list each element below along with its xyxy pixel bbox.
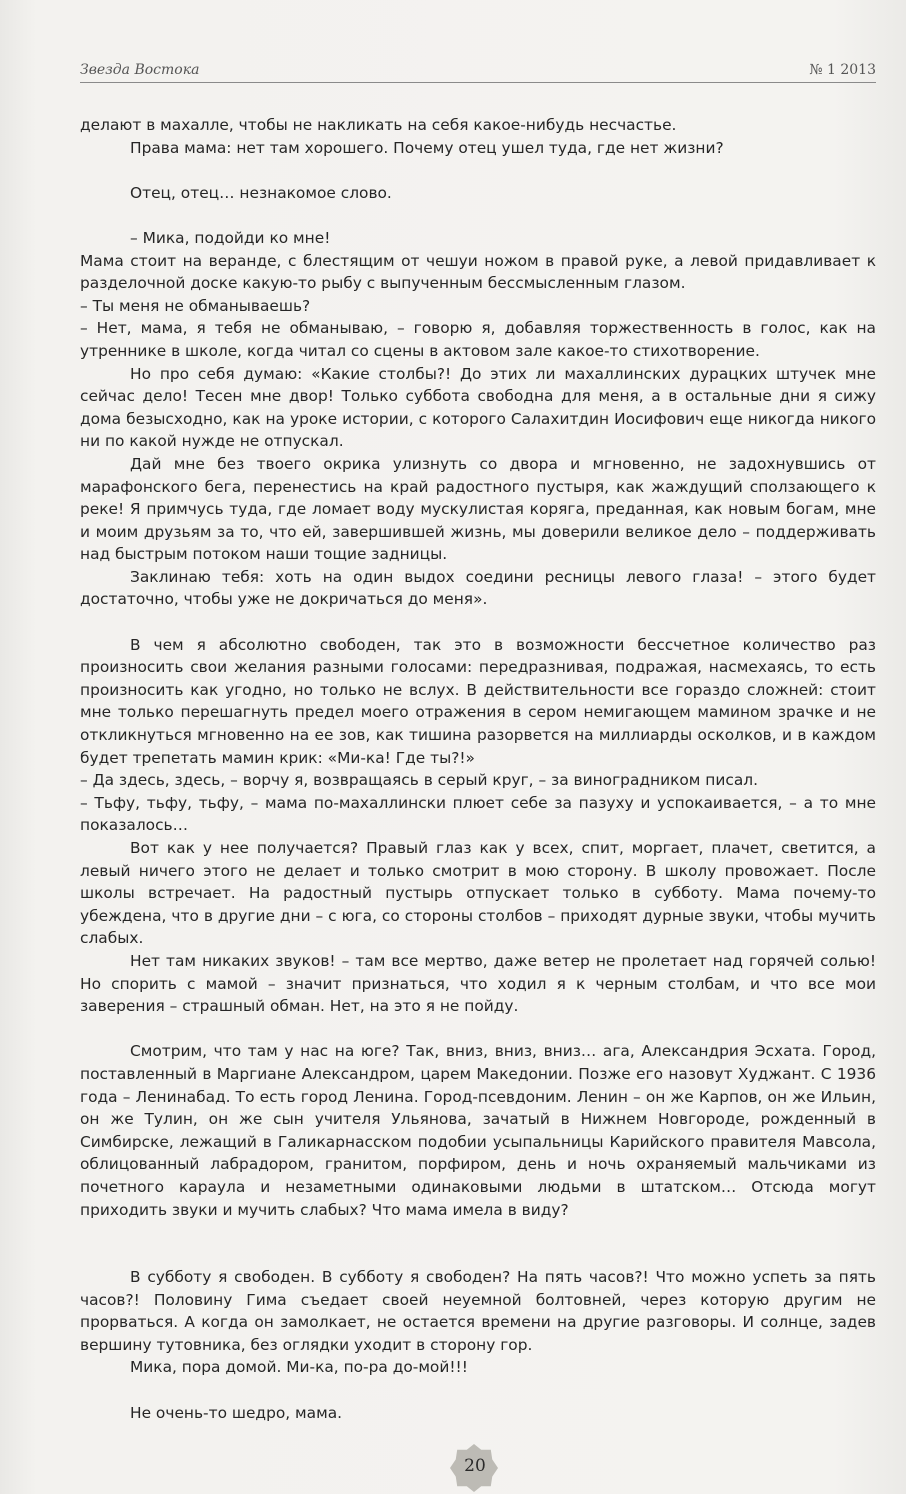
- paragraph: Не очень-то шедро, мама.: [130, 1403, 343, 1422]
- paragraph: В субботу я свободен. В субботу я свободен? На пять часов?! Что можно успеть за пять часов?! Половину Гима съедает своей неуемной болтовней, через которую другим не прорваться. А когда он замолкает, не остается времени на другие разговоры. И солнце, задев вершину тутовника, без оглядки уходит в сторону гор.: [80, 1268, 876, 1354]
- paragraph: Дай мне без твоего окрика улизнуть со двора и мгновенно, не задохнувшись от марафонского бега, перенестись на край радостного пустыря, как жаждущий сползающего к реке! Я примчусь туда, где ломает воду мускулистая коряга, преданная, как новым богам, мне и моим друзьям за то, что ей, завершившей жизнь, мы доверили великое дело – поддерживать над быстрым потоком наши тощие задницы.: [80, 454, 876, 564]
- header-rule: [80, 82, 876, 83]
- page-number: 20: [464, 1456, 486, 1476]
- paragraph: Отец, отец… незнакомое слово.: [130, 183, 392, 202]
- paragraph: – Мика, подойди ко мне!: [130, 228, 331, 247]
- paragraph: Вот как у нее получается? Правый глаз как у всех, спит, моргает, плачет, светится, а левый ничего этого не делает и только смотрит в мою сторону. В школу провожает. После школы встречает. На радостный пустырь отпускает только в субботу. Мама почему-то убеждена, что в другие дни – с юга, со стороны столбов – приходят дурные звуки, чтобы мучить слабых.: [80, 839, 876, 948]
- paragraph: Смотрим, что там у нас на юге? Так, вниз, вниз, вниз… ага, Александрия Эсхата. Город, поставленный в Маргиане Александром, царем Македонии. Позже его назовут Худжант. С 1936 года – Ленинабад. То есть город Ленина. Город-псевдоним. Ленин – он же Карпов, он же Ильин, он же Тулин, он же сын учителя Ульянова, зачатый в Нижнем Новгороде, рожденный в Симбирске, лежащий в Галикарнасском подобии усыпальницы Карийского правителя Мавсола, облицованный лабрадором, гранитом, порфиром, день и ночь охраняемый мальчиками из почетного караула и незаметными одинаковыми людьми в штатском… Отсюда могут приходить звуки и мучить слабых? Что мама имела в виду?: [80, 1042, 876, 1219]
- paragraph: Права мама: нет там хорошего. Почему отец ушел туда, где нет жизни?: [130, 138, 724, 157]
- journal-title: Звезда Востока: [80, 62, 200, 78]
- paragraph: Но про себя думаю: «Какие столбы?! До этих ли махаллинских дурацких штучек мне сейчас дело! Тесен мне двор! Только суббота свободна для меня, а в остальные дни я сижу дома безысходно, как на уроке истории, с которого Салахитдин Иосифович еще никогда никого ни по какой нужде не отпускал.: [80, 364, 876, 451]
- paragraph: – Ты меня не обманываешь?: [80, 296, 311, 315]
- paragraph: – Нет, мама, я тебя не обманываю, – говорю я, добавляя торжественность в голос, как на утреннике в школе, когда читал со сцены в актовом зале какое-то стихотворение.: [80, 319, 876, 360]
- paragraph: Нет там никаких звуков! – там все мертво, даже ветер не пролетает над горячей солью! Но спорить с мамой – значит признаться, что ходил я к черным столбам, и что все мои заверения – страшный обман. Нет, на это я не пойду.: [80, 951, 876, 1016]
- paragraph: Заклинаю тебя: хоть на один выдох соедини ресницы левого глаза! – этого будет достаточно, чтобы уже не докричаться до меня».: [80, 567, 876, 609]
- paragraph: Мама стоит на веранде, с блестящим от чешуи ножом в правой руке, а левой придавливает к разделочной доске какую-то рыбу с выпученным бессмысленным глазом.: [80, 251, 876, 293]
- page-number-badge: [444, 1444, 506, 1490]
- paragraph: В чем я абсолютно свободен, так это в возможности бессчетное количество раз произносить свои желания разными голосами: передразнивая, подражая, насмехаясь, то есть произносить как угодно, но только не вслух. В действительности все гораздо сложней: стоит мне только перешагнуть предел моего отражения в сером немигающем мамином зрачке и не откликнуться мгновенно на ее зов, как тишина разорвется на миллиарды осколков, и в каждом будет трепетать мамин крик: «Ми-ка! Где ты?!»: [80, 635, 876, 767]
- paragraph: Мика, пора домой. Ми-ка, по-ра до-мой!!!: [130, 1358, 468, 1377]
- paragraph: делают в махалле, чтобы не накликать на себя какое-нибудь несчастье.: [80, 116, 677, 134]
- issue-number: № 1 2013: [809, 62, 876, 78]
- paragraph: – Да здесь, здесь, – ворчу я, возвращаясь в серый круг, – за виноградником писал.: [80, 771, 758, 790]
- body-text: [80, 114, 876, 1424]
- paragraph: – Тьфу, тьфу, тьфу, – мама по-махаллински плюет себе за пазуху и успокаивается, – а то мне показалось…: [80, 793, 876, 835]
- running-header: [80, 60, 876, 86]
